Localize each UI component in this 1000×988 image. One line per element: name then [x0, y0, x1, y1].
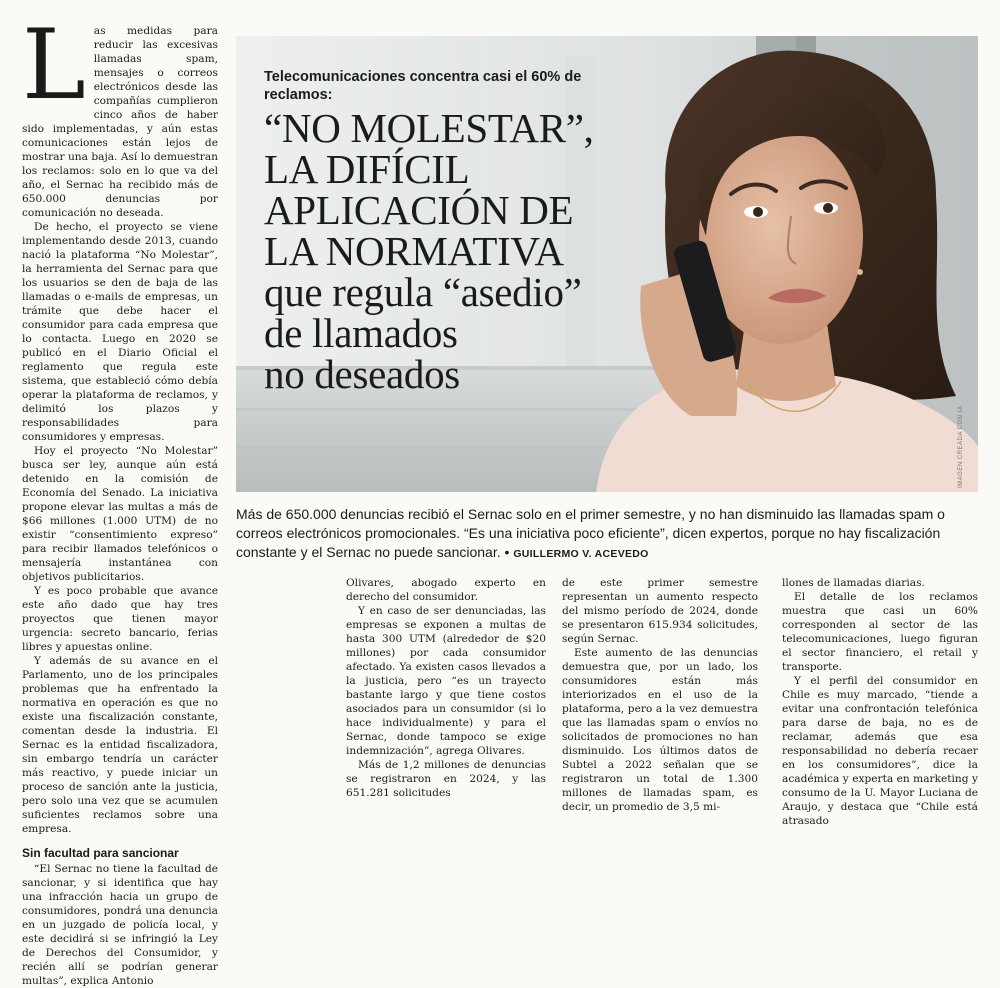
article-paragraph: De hecho, el proyecto se viene implementando desde 2013, cuando nació la plataforma “No Molestar”, la herramienta del Sernac para que los usuarios se den de baja de las llamadas o e-mails de empresas, un trámite que debe hacer el consumidor para cada empresa que lo contacta. Luego en 2020 se publicó en el Diario Oficial el reglamento que regula este sistema, que estableció cómo debía operar la plataforma de reclamos, y delimitó los plazos y responsabilidades para consumidores y empresas.	[22, 221, 218, 443]
drop-cap: L	[22, 9, 86, 121]
article-paragraph: Y es poco probable que avance este año dado que hay tres proyectos que tienen mayor urgencia: secreto bancario, ferias libres y apuestas online.	[22, 585, 218, 653]
article-paragraph: Este aumento de las denuncias demuestra que, por un lado, los consumidores están más interiorizados en el uso de la plataforma, pero a la vez demuestra que las llamadas spam o envíos no solicitados de promociones no han disminuido. Los últimos datos de Subtel a 2022 señalan que se registraron un total de 1.300 millones de llamadas spam, es decir, un promedio de 3,5 mi-	[562, 647, 758, 813]
article-column-3	[562, 576, 758, 814]
article-paragraph: Y el perfil del consumidor en Chile es muy marcado, “tiende a evitar una confrontación telefónica para darse de baja, no es de reclamar, además que esa responsabilidad no debería recaer en los consumidores”, dice la académica y experta en marketing y consumo de la U. Mayor Luciana de Araujo, y destaca que “Chile está atrasado	[782, 675, 978, 827]
headline-line: LA DIFÍCIL	[264, 146, 470, 192]
lead-text: Más de 650.000 denuncias recibió el Sernac solo en el primer semestre, y no han disminuido las llamadas spam o correos electrónicos promocionales. “Es una iniciativa poco eficiente”, dicen expertos, porque no hay fiscalización constante y el Sernac no puede sancionar.	[236, 506, 945, 560]
headline-line: APLICACIÓN DE	[264, 187, 574, 233]
article-paragraph: Hoy el proyecto “No Molestar” busca ser ley, aunque aún está detenido en la comisión de Economía del Senado. La iniciativa propone elevar las multas a más de $66 millones (1.000 UTM) de no existir “consentimiento expreso” para recibir llamados telefónicos o mensajería instantánea con objetivos publicitarios.	[22, 445, 218, 583]
headline-line: de llamados	[264, 310, 458, 356]
headline	[264, 105, 664, 397]
article-left-column	[22, 9, 218, 988]
headline-line: no deseados	[264, 351, 460, 397]
article-paragraph: llones de llamadas diarias.	[782, 577, 925, 589]
article-paragraph: Olivares, abogado experto en derecho del consumidor.	[346, 577, 546, 603]
headline-kicker: Telecomunicaciones concentra casi el 60% de reclamos:	[264, 69, 582, 103]
byline: GUILLERMO V. ACEVEDO	[513, 548, 649, 560]
headline-line: que regula “asedio”	[264, 269, 582, 315]
article-paragraph: de este primer semestre representan un aumento respecto del mismo período de 2024, donde se presentaron 615.934 solicitudes, según Sernac.	[562, 577, 758, 645]
article-lead	[236, 505, 978, 564]
bullet-separator: •	[504, 544, 510, 560]
article-paragraph: Más de 1,2 millones de denuncias se registraron en 2024, y las 651.281 solicitudes	[346, 759, 546, 799]
headline-line: LA NORMATIVA	[264, 228, 564, 274]
article-column-2	[346, 576, 546, 800]
article-paragraph: El detalle de los reclamos muestra que casi un 60% corresponden al sector de las telecomunicaciones, luego figuran el sector financiero, el retail y transporte.	[782, 591, 978, 673]
photo-credit: IMAGEN CREADA CON IA	[958, 405, 964, 488]
article-paragraph: “El Sernac no tiene la facultad de sancionar, y si identifica que hay una infracción hacia un grupo de consumidores, pondrá una denuncia en un juzgado de policía local, y este decidirá si se infringió la Ley de Derechos del Consumidor, y recién allí se podrían generar multas”, explica Antonio	[22, 863, 218, 987]
article-paragraph: as medidas para reducir las excesivas llamadas spam, mensajes o correos electrónicos desde las compañías cumplieron cinco años de haber sido implementadas, y aún estas comunicaciones están lejos de mostrar una baja. Así lo demuestran los reclamos: solo en lo que va del año, el Sernac ha recibido más de 650.000 denuncias por comunicación no deseada.	[22, 25, 218, 219]
section-subhead: Sin facultad para sancionar	[22, 846, 179, 860]
headline-line: “NO MOLESTAR”,	[264, 105, 594, 151]
article-column-4	[782, 576, 978, 828]
article-paragraph: Y en caso de ser denunciadas, las empresas se exponen a multas de hasta 300 UTM (alrededor de $20 millones) por cada consumidor afectado. Ya existen casos llevados a la justicia, pero “es un trayecto bastante largo y que tiene costos asociados para un consumidor (si lo hace individualmente) y para el Sernac, donde tampoco se exige indemnización”, agrega Olivares.	[346, 605, 546, 757]
article-paragraph: Y además de su avance en el Parlamento, uno de los principales problemas que ha enfrentado la normativa en operación es que no existe una fiscalización constante, comentan desde la industria. El Sernac es la entidad fiscalizadora, sin embargo tendría un carácter más reactivo, y puede iniciar un proceso de sanción ante la justicia, pero solo una vez que se acumulen suficientes reclamos sobre una empresa.	[22, 655, 218, 835]
